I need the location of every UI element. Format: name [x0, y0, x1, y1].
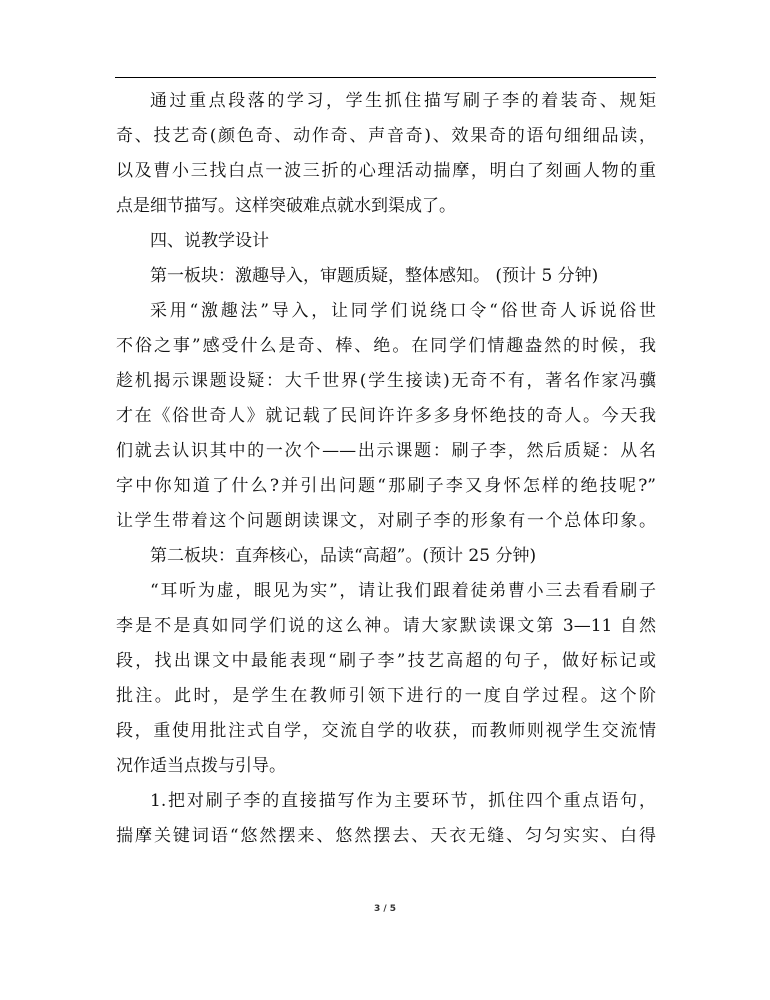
- paragraph-line: 采用“激趣法”导入，让同学们说绕口令“俗世奇人诉说俗世: [150, 301, 656, 321]
- paragraph-line: 批注。此时，是学生在教师引领下进行的一度自学过程。这个阶: [116, 686, 656, 706]
- paragraph-line: 才在《俗世奇人》就记载了民间许许多多身怀绝技的奇人。今天我: [116, 406, 656, 426]
- paragraph-line: 不俗之事”感受什么是奇、棒、绝。在同学们情趣盎然的时候，我: [116, 336, 656, 356]
- subsection-heading: 第二板块：直奔核心，品读“高超”。(预计 25 分钟): [150, 546, 537, 566]
- paragraph-line: 以及曹小三找白点一波三折的心理活动揣摩，明白了刻画人物的重: [116, 161, 656, 181]
- paragraph-line: 1.把对刷子李的直接描写作为主要环节，抓住四个重点语句，: [150, 791, 656, 811]
- paragraph-line: 趁机揭示课题设疑：大千世界(学生接读)无奇不有，著名作家冯骥: [116, 371, 656, 391]
- paragraph-line: 李是不是真如同学们说的这么神。请大家默读课文第 3—11 自然: [116, 616, 656, 636]
- paragraph-line: 让学生带着这个问题朗读课文，对刷子李的形象有一个总体印象。: [116, 511, 656, 531]
- paragraph-line: 段，找出课文中最能表现“刷子李”技艺高超的句子，做好标记或: [116, 651, 656, 671]
- paragraph-line: 们就去认识其中的一次个——出示课题：刷子李，然后质疑：从名: [116, 441, 656, 461]
- document-body: [116, 84, 656, 854]
- page-number: 3 / 5: [373, 904, 397, 914]
- subsection-heading: 第一板块：激趣导入，审题质疑，整体感知。 (预计 5 分钟): [150, 266, 599, 286]
- paragraph-line: 通过重点段落的学习，学生抓住描写刷子李的着装奇、规矩: [150, 91, 656, 111]
- paragraph-line: 况作适当点拨与引导。: [116, 756, 286, 776]
- section-heading: 四、说教学设计: [150, 231, 269, 251]
- paragraph-line: 奇、技艺奇(颜色奇、动作奇、声音奇)、效果奇的语句细细品读，: [116, 126, 656, 146]
- paragraph-line: 点是细节描写。这样突破难点就水到渠成了。: [116, 196, 456, 216]
- paragraph-line: 段，重使用批注式自学，交流自学的收获，而教师则视学生交流情: [116, 721, 656, 741]
- paragraph-line: “耳听为虚，眼见为实”，请让我们跟着徒弟曹小三去看看刷子: [150, 581, 656, 601]
- paragraph-line: 字中你知道了什么?并引出问题“那刷子李又身怀怎样的绝技呢?”: [116, 476, 656, 496]
- header-rule: [115, 77, 656, 78]
- paragraph-line: 揣摩关键词语“悠然摆来、悠然摆去、天衣无缝、匀匀实实、白得: [116, 826, 656, 846]
